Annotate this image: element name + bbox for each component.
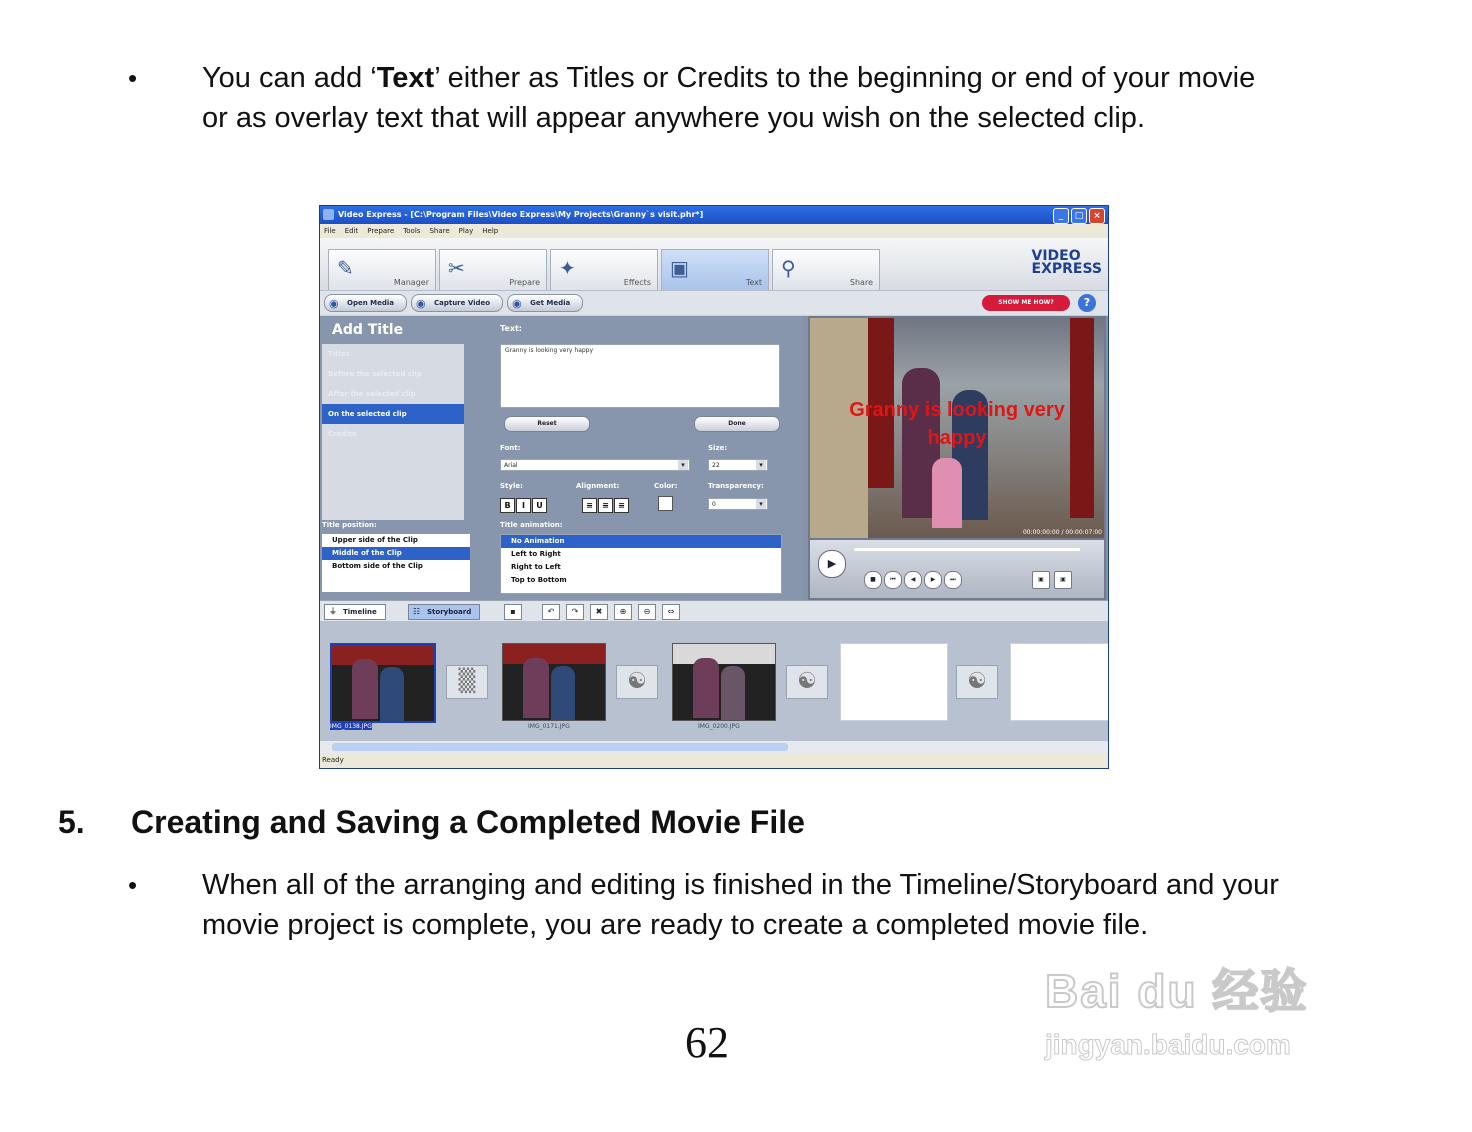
- reset-button[interactable]: Reset: [504, 416, 590, 432]
- text-icon: ▣: [670, 256, 689, 280]
- effects-icon: ✦: [559, 256, 576, 280]
- menu-prepare[interactable]: Prepare: [367, 227, 395, 235]
- timeline-icon: ⏚: [329, 607, 337, 616]
- title-position-list: [322, 534, 470, 592]
- status-bar: Ready: [320, 753, 1108, 768]
- stop-icon[interactable]: ■: [864, 571, 882, 589]
- align-left-button[interactable]: ≡: [582, 498, 597, 513]
- minimize-icon[interactable]: _: [1053, 208, 1069, 224]
- help-icon[interactable]: ?: [1078, 294, 1096, 312]
- intro-paragraph: [202, 58, 1282, 138]
- body-paragraph: When all of the arranging and editing is finished in the Timeline/Storyboard and your movie project is complete, you are ready to create a completed movie file.: [202, 869, 1279, 941]
- empty-clip-slot[interactable]: [840, 643, 948, 721]
- storyboard-clip[interactable]: [672, 643, 776, 721]
- share-icon: ⚲: [781, 256, 796, 280]
- capture-video-icon: ◉: [415, 297, 426, 310]
- font-select[interactable]: Arial ▾: [500, 459, 690, 471]
- fit-icon[interactable]: ⇔: [662, 604, 680, 620]
- preview-panel: [808, 316, 1106, 600]
- open-media-button[interactable]: ◉ Open Media: [324, 294, 407, 312]
- zoom-out-icon[interactable]: ⊖: [638, 604, 656, 620]
- title-animation-item-selected[interactable]: No Animation: [501, 535, 781, 548]
- get-media-icon: ◉: [512, 297, 522, 310]
- underline-button[interactable]: U: [532, 498, 547, 513]
- menu-bar: [320, 224, 1108, 238]
- end-icon[interactable]: ⏭: [944, 571, 962, 589]
- bullet-2: •: [128, 870, 138, 900]
- title-position-item[interactable]: Upper side of the Clip: [332, 536, 418, 544]
- tool-manager[interactable]: ✎ Manager: [328, 249, 436, 290]
- clip-name: IMG_0138.JPG: [330, 723, 372, 730]
- manager-icon: ✎: [337, 256, 354, 280]
- forward-icon[interactable]: ▶: [924, 571, 942, 589]
- menu-help[interactable]: Help: [482, 227, 499, 235]
- intro-bold: Text: [376, 62, 435, 94]
- transition-slot[interactable]: ▒: [446, 665, 488, 699]
- preview-video: [810, 318, 1104, 538]
- seek-bar[interactable]: [854, 548, 1080, 551]
- view-tab-bar: [320, 600, 1108, 621]
- capture-video-button[interactable]: ◉ Capture Video: [411, 294, 503, 312]
- menu-share[interactable]: Share: [429, 227, 450, 235]
- bold-button[interactable]: B: [500, 498, 515, 513]
- delete-icon[interactable]: ✖: [590, 604, 608, 620]
- window-titlebar: [320, 206, 1108, 224]
- title-animation-item[interactable]: Right to Left: [511, 563, 561, 571]
- open-media-icon: ◉: [329, 297, 339, 310]
- tool-share[interactable]: ⚲ Share: [772, 249, 880, 290]
- storyboard-icon: ☷: [413, 607, 421, 616]
- storyboard-clip[interactable]: [330, 643, 436, 723]
- title-animation-label: Title animation:: [500, 521, 563, 529]
- title-animation-item[interactable]: Left to Right: [511, 550, 561, 558]
- text-label: Text:: [500, 324, 523, 333]
- empty-clip-slot[interactable]: [1010, 643, 1109, 721]
- title-animation-item[interactable]: Top to Bottom: [511, 576, 567, 584]
- prepare-icon: ✂: [448, 256, 465, 280]
- title-option[interactable]: Titles: [328, 350, 350, 358]
- watermark-main: Bai du 经验: [1045, 965, 1309, 1017]
- watermark-url: jingyan.baidu.com: [1045, 1029, 1291, 1060]
- menu-file[interactable]: File: [324, 227, 336, 235]
- intro-pre: You can add ‘: [202, 62, 377, 94]
- player-controls: [810, 540, 1104, 598]
- color-label: Color:: [654, 482, 678, 490]
- color-swatch[interactable]: [658, 496, 673, 511]
- action-bar: [320, 290, 1108, 315]
- work-area: [320, 316, 1108, 600]
- panel-title: Add Title: [332, 322, 404, 338]
- title-position-item[interactable]: Bottom side of the Clip: [332, 562, 423, 570]
- transition-slot[interactable]: ☯: [786, 665, 828, 699]
- show-me-how-button[interactable]: SHOW ME HOW?: [982, 295, 1070, 311]
- section-title: Creating and Saving a Completed Movie File: [131, 804, 805, 840]
- title-option[interactable]: After the selected clip: [328, 390, 416, 398]
- storyboard-scrollbar[interactable]: [320, 741, 1108, 753]
- overlay-title-text: Granny is looking very happy: [849, 399, 1065, 449]
- transparency-spinner[interactable]: 0 ▾: [708, 498, 768, 510]
- title-options-list: [322, 344, 464, 520]
- video-express-screenshot: [319, 205, 1109, 769]
- start-icon[interactable]: ⏮: [884, 571, 902, 589]
- tab-timeline[interactable]: ⏚ Timeline: [324, 604, 386, 620]
- storyboard-clip[interactable]: [502, 643, 606, 721]
- transition-slot[interactable]: ☯: [616, 665, 658, 699]
- align-right-button[interactable]: ≡: [614, 498, 629, 513]
- section-number: 5.: [58, 804, 85, 840]
- fullscreen-icon[interactable]: ▣: [1054, 571, 1072, 589]
- size-label: Size:: [708, 444, 728, 452]
- tab-storyboard[interactable]: ☷ Storyboard: [408, 604, 480, 620]
- baidu-watermark: [1045, 955, 1385, 1075]
- timecode: 00:00:00:00 / 00:00:07:00: [1022, 529, 1102, 536]
- zoom-in-icon[interactable]: ⊕: [614, 604, 632, 620]
- align-center-button[interactable]: ≡: [598, 498, 613, 513]
- transition-slot[interactable]: ☯: [956, 665, 998, 699]
- redo-icon[interactable]: ↷: [566, 604, 584, 620]
- title-position-item-selected[interactable]: Middle of the Clip: [322, 547, 470, 560]
- transparency-label: Transparency:: [708, 482, 764, 490]
- title-animation-list: [500, 534, 782, 594]
- video-express-logo: VIDEO EXPRESS: [1031, 248, 1102, 277]
- add-title-panel: [320, 316, 803, 600]
- title-option-selected[interactable]: On the selected clip: [322, 404, 464, 424]
- clip-name: IMG_0171.JPG: [528, 723, 570, 730]
- window-title: Video Express - [C:\Program Files\Video Express\My Projects\Granny`s visit.phr*]: [338, 210, 704, 219]
- tool-text[interactable]: ▣ Text: [661, 249, 769, 290]
- storyboard: [320, 621, 1108, 741]
- italic-button[interactable]: I: [516, 498, 531, 513]
- get-media-button[interactable]: ◉ Get Media: [507, 294, 583, 312]
- title-text-input[interactable]: Granny is looking very happy: [500, 344, 780, 408]
- maximize-icon[interactable]: □: [1071, 208, 1087, 224]
- alignment-label: Alignment:: [576, 482, 620, 490]
- undo-icon[interactable]: ↶: [542, 604, 560, 620]
- menu-edit[interactable]: Edit: [344, 227, 359, 235]
- menu-play[interactable]: Play: [458, 227, 474, 235]
- main-toolbar: [320, 238, 1108, 290]
- bullet-1: •: [128, 63, 138, 93]
- rewind-icon[interactable]: ◀: [904, 571, 922, 589]
- done-button[interactable]: Done: [694, 416, 780, 432]
- save-icon[interactable]: ▪: [504, 604, 522, 620]
- font-label: Font:: [500, 444, 521, 452]
- tool-effects[interactable]: ✦ Effects: [550, 249, 658, 290]
- title-position-label: Title position:: [322, 521, 377, 529]
- play-icon[interactable]: ▶: [818, 550, 846, 578]
- app-icon: [323, 209, 334, 220]
- snapshot-icon[interactable]: ▣: [1032, 571, 1050, 589]
- style-label: Style:: [500, 482, 523, 490]
- clip-name: IMG_0200.JPG: [698, 723, 740, 730]
- title-option[interactable]: Credits: [328, 430, 357, 438]
- page-number: 62: [685, 1018, 729, 1067]
- tool-prepare[interactable]: ✂ Prepare: [439, 249, 547, 290]
- close-icon[interactable]: ×: [1089, 208, 1105, 224]
- title-option[interactable]: Before the selected clip: [328, 370, 422, 378]
- menu-tools[interactable]: Tools: [403, 227, 421, 235]
- size-select[interactable]: 22 ▾: [708, 459, 768, 471]
- intro-post: ’ either as Titles or Credits to the beginning or end of your movie or as overlay text that will appear anywhere you wish on the selected clip.: [202, 62, 1256, 134]
